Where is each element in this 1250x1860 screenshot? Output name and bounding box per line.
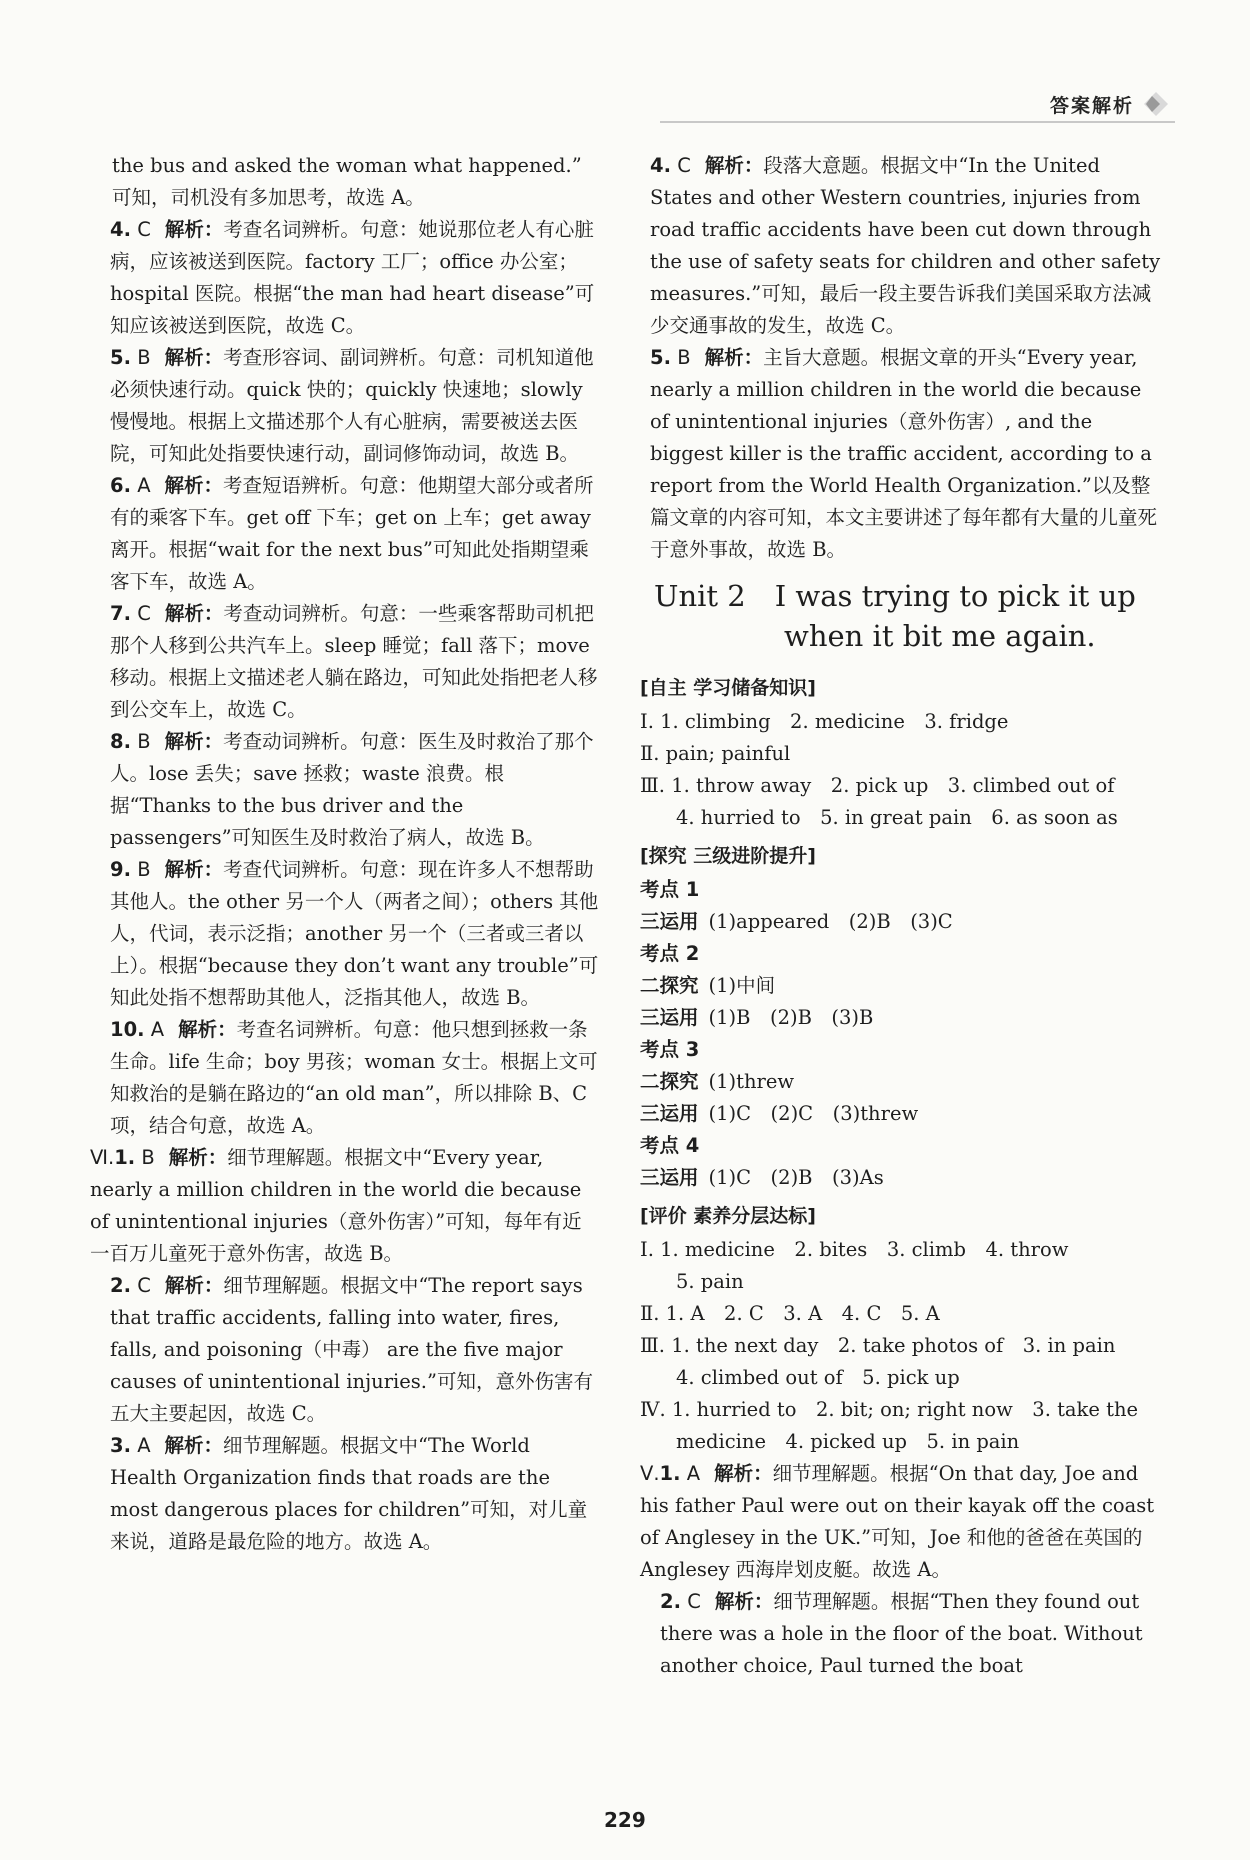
explore-row: [640, 1066, 1165, 1098]
item-answer: A: [137, 474, 151, 497]
item-text: 考查动词辨析。句意：一些乘客帮助司机把那个人移到公共汽车上。sleep 睡觉；fall 落下；move 移动。根据上文描述老人躺在路边，可知此处指把老人移到公交车上，故选 C。: [110, 602, 598, 721]
analysis-label: 解析：: [164, 346, 224, 369]
explore-row: [640, 1098, 1165, 1130]
eval-line: Ⅰ. 1. medicine 2. bites 3. climb 4. throw: [640, 1238, 1069, 1261]
analysis-label: 解析：: [164, 474, 224, 497]
unit-title: [654, 576, 1165, 656]
item-answer: B: [141, 1146, 155, 1169]
item-number: 10.: [110, 1018, 145, 1041]
prep-line: Ⅱ. pain; painful: [640, 742, 791, 765]
answer-item: [90, 1270, 600, 1430]
item-text: 考查代词辨析。句意：现在许多人不想帮助其他人。the other 另一个人（两者之间）；others 其他人，代词，表示泛指；another 另一个（三者或三者以上）。根据“because they don’t want any trouble”可知此处指不想帮助其他人，泛指其他人，故选 B。: [110, 858, 599, 1009]
answer-item: [100, 342, 600, 470]
continuation-line-2: 可知，司机没有多加思考，故选 A。: [112, 186, 425, 209]
item-text: 考查名词辨析。句意：她说那位老人有心脏病，应该被送到医院。factory 工厂；office 办公室；hospital 医院。根据“the man had heart disease”可知应该被送到医院，故选 C。: [110, 218, 595, 337]
answer-item: [100, 214, 600, 342]
eval-line: Ⅳ. 1. hurried to 2. bit; on; right now 3. take the: [640, 1398, 1139, 1421]
item-answer: B: [137, 858, 151, 881]
item-text: 细节理解题。根据文中“Every year, nearly a million children in the world die because of unintentional injuries（意外伤害）”可知，每年有近一百万儿童死于意外伤害，故选 B。: [90, 1146, 582, 1265]
item-number: 9.: [110, 858, 131, 881]
section-tag-explore: [探究 三级进阶提升]: [640, 845, 816, 867]
page-number: 229: [604, 1808, 646, 1832]
analysis-label: 解析：: [164, 602, 224, 625]
item-text: 考查短语辨析。句意：他期望大部分或者所有的乘客下车。get off 下车；get on 上车；get away 离开。根据“wait for the next bus”可知此处指期望乘客下车，故选 A。: [110, 474, 594, 593]
diamond-icon: [1142, 90, 1170, 118]
analysis-label: 解析：: [714, 1462, 773, 1485]
item-text: 细节理解题。根据“On that day, Joe and his father Paul were out on their kayak off the coast of Anglesey in the UK.”可知，Joe 和他的爸爸在英国的 Anglesey 西海岸划皮艇。故选 A。: [640, 1462, 1155, 1581]
explore-label: 二探究: [640, 974, 699, 997]
header-rule: [660, 121, 1175, 123]
item-answer: B: [137, 730, 151, 753]
prep-line: 4. hurried to 5. in great pain 6. as soon as: [676, 806, 1118, 829]
item-answer: A: [150, 1018, 165, 1041]
section-tag-prep: [自主 学习储备知识]: [640, 677, 816, 699]
analysis-label: 解析：: [704, 346, 764, 369]
explore-label: 三运用: [640, 1102, 699, 1125]
section-6: [90, 1142, 600, 1558]
item-answer: A: [137, 1434, 151, 1457]
explore-value: (1)C (2)B (3)As: [708, 1166, 884, 1189]
item-number: 4.: [110, 218, 131, 241]
item-answer: C: [677, 154, 691, 177]
item-answer: B: [677, 346, 691, 369]
item-text: 细节理解题。根据文中“The report says that traffic accidents, falling into water, fires, falls, and poisoning（中毒） are the five major causes of unintentional injuries.”可知，意外伤害有五大主要起因，故选 C。: [110, 1274, 593, 1425]
item-number: 2.: [110, 1274, 131, 1297]
unit-title-line-1: Unit 2 I was trying to pick it up: [654, 579, 1136, 613]
answer-item: [640, 150, 1165, 342]
explore-label: 考点 2: [640, 942, 700, 965]
explore-label: 三运用: [640, 1006, 699, 1029]
explore-value: (1)appeared (2)B (3)C: [708, 910, 953, 933]
explore-label: 考点 3: [640, 1038, 700, 1061]
item-text: 细节理解题。根据“Then they found out there was a hole in the floor of the boat. Without another choice, Paul turned the boat: [660, 1590, 1143, 1677]
item-answer: C: [137, 1274, 151, 1297]
explore-value: (1)threw: [708, 1070, 795, 1093]
item-number: 5.: [110, 346, 131, 369]
answer-item: [640, 1586, 1165, 1682]
section-roman: Ⅵ.: [90, 1146, 115, 1169]
explore-value: (1)中间: [708, 974, 776, 997]
item-number: 1.: [114, 1146, 136, 1169]
eval-line: medicine 4. picked up 5. in pain: [676, 1430, 1020, 1453]
eval-line: 5. pain: [676, 1270, 744, 1293]
answer-item: [100, 854, 600, 1014]
answer-item: [640, 1458, 1165, 1586]
item-text: 考查名词辨析。句意：他只想到拯救一条生命。life 生命；boy 男孩；woman 女士。根据上文可知救治的是躺在路边的“an old man”，所以排除 B、C 项，结合句意，故选 A。: [110, 1018, 598, 1137]
analysis-label: 解析：: [164, 1434, 224, 1457]
explore-value: (1)B (2)B (3)B: [708, 1006, 874, 1029]
section-roman: Ⅴ.: [640, 1462, 660, 1485]
explore-value: (1)C (2)C (3)threw: [708, 1102, 919, 1125]
continuation-line-1: the bus and asked the woman what happened.”: [112, 154, 582, 177]
explore-label: 二探究: [640, 1070, 699, 1093]
item-number: 8.: [110, 730, 131, 753]
prep-line: Ⅰ. 1. climbing 2. medicine 3. fridge: [640, 710, 1009, 733]
item-answer: C: [137, 218, 151, 241]
unit-title-line-2: when it bit me again.: [784, 619, 1096, 653]
item-answer: A: [686, 1462, 701, 1485]
item-number: 3.: [110, 1434, 131, 1457]
item-answer: C: [137, 602, 151, 625]
item-number: 5.: [650, 346, 671, 369]
answer-item: [100, 726, 600, 854]
analysis-label: 解析：: [164, 858, 224, 881]
item-number: 6.: [110, 474, 131, 497]
item-answer: C: [687, 1590, 701, 1613]
answer-item: [640, 342, 1165, 566]
analysis-label: 解析：: [164, 730, 224, 753]
analysis-label: 解析：: [164, 1274, 224, 1297]
explore-row: [640, 906, 1165, 938]
explore-label: 三运用: [640, 1166, 699, 1189]
answer-item: [90, 1430, 600, 1558]
left-column: [90, 150, 600, 1558]
item-text: 考查形容词、副词辨析。句意：司机知道他必须快速行动。quick 快的；quickly 快速地；slowly 慢慢地。根据上文描述那个人有心脏病，需要被送去医院，可知此处指要快速行动，副词修饰动词，故选 B。: [110, 346, 594, 465]
explore-row: [640, 938, 1165, 970]
explore-row: [640, 1034, 1165, 1066]
explore-label: 考点 1: [640, 878, 700, 901]
explore-label: 考点 4: [640, 1134, 700, 1157]
answer-item: [100, 598, 600, 726]
analysis-label: 解析：: [178, 1018, 237, 1041]
explore-row: [640, 1002, 1165, 1034]
item-text: 细节理解题。根据文中“The World Health Organization finds that roads are the most dangerous places for children”可知，对儿童来说，道路是最危险的地方。故选 A。: [110, 1434, 588, 1553]
analysis-label: 解析：: [164, 218, 224, 241]
page-header: [1050, 90, 1170, 118]
eval-line: Ⅲ. 1. the next day 2. take photos of 3. in pain: [640, 1334, 1116, 1357]
item-text: 段落大意题。根据文中“In the United States and other Western countries, injuries from road traffic accidents have been cut down through the use of safety seats for children and other safety measures.”可知，最后一段主要告诉我们美国采取方法减少交通事故的发生，故选 C。: [650, 154, 1161, 337]
item-number: 4.: [650, 154, 671, 177]
item-number: 2.: [660, 1590, 681, 1613]
prep-line: Ⅲ. 1. throw away 2. pick up 3. climbed out of: [640, 774, 1115, 797]
item-number: 7.: [110, 602, 131, 625]
item-answer: B: [137, 346, 151, 369]
eval-line: Ⅱ. 1. A 2. C 3. A 4. C 5. A: [640, 1302, 940, 1325]
explore-row: [640, 1130, 1165, 1162]
right-column: [640, 150, 1165, 1682]
explore-row: [640, 1162, 1165, 1194]
header-title: 答案解析: [1049, 94, 1134, 117]
explore-label: 三运用: [640, 910, 699, 933]
item-text: 主旨大意题。根据文章的开头“Every year, nearly a million children in the world die because of unintentional injuries（意外伤害）, and the biggest killer is the traffic accident, according to a report from the World Health Organization.”以及整篇文章的内容可知，本文主要讲述了每年都有大量的儿童死于意外事故，故选 B。: [650, 346, 1158, 561]
answer-item: [100, 1014, 600, 1142]
answer-item: [100, 470, 600, 598]
section-tag-eval: [评价 素养分层达标]: [640, 1205, 816, 1227]
section-5: [640, 1458, 1165, 1682]
explore-row: [640, 874, 1165, 906]
explore-row: [640, 970, 1165, 1002]
item-number: 1.: [659, 1462, 681, 1485]
answer-item: [90, 1142, 600, 1270]
eval-line: 4. climbed out of 5. pick up: [676, 1366, 960, 1389]
item-text: 考查动词辨析。句意：医生及时救治了那个人。lose 丢失；save 拯救；waste 浪费。根据“Thanks to the bus driver and the passengers”可知医生及时救治了病人，故选 B。: [110, 730, 594, 849]
analysis-label: 解析：: [714, 1590, 774, 1613]
analysis-label: 解析：: [168, 1146, 228, 1169]
analysis-label: 解析：: [704, 154, 764, 177]
